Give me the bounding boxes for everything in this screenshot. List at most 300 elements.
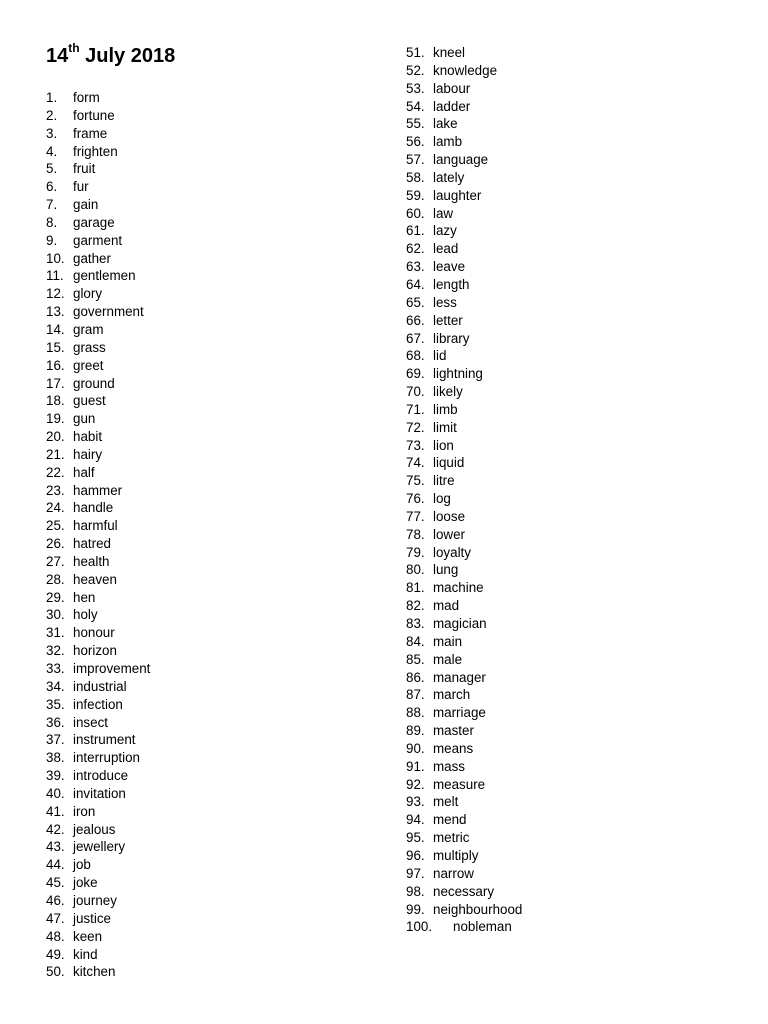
list-item-number: 38. [46,750,65,766]
list-item-word: kneel [433,45,466,60]
list-item-number: 42. [46,821,65,837]
list-item-word: leave [433,259,466,275]
list-item-word: health [73,553,110,569]
list-item [406,597,522,615]
list-item [46,589,150,607]
list-item [406,205,522,223]
list-item-word: holy [73,607,98,623]
list-item-number: 68. [406,348,425,364]
list-item-number: 23. [46,482,65,498]
list-item-word: language [433,152,489,168]
list-item-word: male [433,651,463,667]
list-item-word: lung [433,562,459,578]
list-item-word: library [433,330,470,346]
list-item-number: 88. [406,705,425,721]
list-item [46,767,150,785]
list-item-word: greet [73,357,104,373]
list-item [46,821,150,839]
list-item [46,250,150,268]
list-item [406,240,522,258]
list-item-word: nobleman [453,919,512,935]
word-list-left [46,89,150,981]
list-item-word: magician [433,616,487,631]
list-item-number: 31. [46,625,65,641]
list-item-number: 76. [406,491,425,507]
list-item-word: job [73,857,91,873]
list-item-number: 50. [46,964,65,980]
list-item [406,544,522,562]
list-item-number: 80. [406,562,425,578]
list-item [46,678,150,696]
list-item-number: 97. [406,865,425,881]
list-item-word: iron [73,803,96,819]
list-item-word: hairy [73,446,103,462]
list-item [406,901,522,919]
list-item [46,375,150,393]
list-item-number: 46. [46,892,65,908]
list-item-word: garment [73,232,123,248]
list-item [406,918,522,936]
list-item-word: introduce [73,768,129,784]
list-item [406,811,522,829]
list-item-number: 25. [46,518,65,534]
list-item [406,490,522,508]
list-item [406,758,522,776]
list-item-word: limit [433,419,457,435]
list-item [46,499,150,517]
list-item-word: length [433,276,470,292]
list-item [46,874,150,892]
list-item [406,365,522,383]
list-item-word: kitchen [73,964,116,980]
list-item [46,928,150,946]
list-item [46,321,150,339]
list-item-word: hen [73,589,96,605]
list-item-word: garage [73,214,115,230]
list-item [406,80,522,98]
list-item-word: ground [73,375,115,391]
list-item [46,446,150,464]
list-item [46,517,150,535]
list-item-number: 30. [46,607,65,623]
list-item [46,624,150,642]
list-item [46,303,150,321]
list-item [406,187,522,205]
list-item-number: 12. [46,286,65,302]
list-item-word: likely [433,384,463,400]
list-item [46,482,150,500]
title-ordinal-suffix: th [68,41,80,56]
list-item-word: glory [73,286,103,302]
title-day: 14 [46,45,69,67]
list-item-number: 16. [46,357,65,373]
list-item-number: 52. [406,62,425,78]
list-item-word: machine [433,580,484,596]
list-item-word: gram [73,321,104,337]
list-item-word: manager [433,669,486,685]
list-item-number: 33. [46,661,65,676]
list-item-number: 93. [406,794,425,810]
list-item [46,910,150,928]
list-item-number: 60. [406,205,425,221]
list-item-word: fur [73,179,89,195]
page-title [46,41,176,68]
list-item-number: 19. [46,411,65,427]
list-item-number: 21. [46,446,65,462]
list-item-word: metric [433,830,470,846]
list-item [46,232,150,250]
list-item [406,829,522,847]
list-item [406,151,522,169]
list-item-number: 82. [406,598,425,614]
list-item-word: lately [433,169,465,185]
list-item-word: frame [73,125,108,141]
list-item [46,214,150,232]
list-item-number: 6. [46,179,58,195]
list-item-number: 85. [406,651,425,667]
list-item-word: log [433,491,451,507]
list-item-number: 39. [46,768,65,784]
list-item-number: 44. [46,857,65,873]
list-item [46,107,150,125]
list-item-word: harmful [73,518,118,534]
list-item [46,160,150,178]
list-item-word: form [73,90,100,105]
list-item-number: 45. [46,875,65,891]
list-item-number: 24. [46,500,65,516]
list-item [406,258,522,276]
list-item-word: marriage [433,705,486,721]
list-item [46,892,150,910]
list-item-word: horizon [73,643,117,659]
list-item-word: jewellery [73,839,126,855]
list-item [406,437,522,455]
list-item-number: 43. [46,839,65,855]
list-item [46,856,150,874]
list-item-number: 59. [406,187,425,203]
list-item-word: gain [73,197,99,213]
list-item-number: 9. [46,232,58,248]
list-item-word: mad [433,598,460,614]
list-item-number: 78. [406,526,425,542]
list-item [406,454,522,472]
list-item-number: 49. [46,946,65,962]
list-item-word: means [433,740,474,756]
list-item [406,472,522,490]
list-item-word: law [433,205,454,221]
list-item [406,508,522,526]
list-item-word: fruit [73,161,96,177]
list-item-word: laughter [433,187,482,203]
list-item-word: honour [73,625,115,641]
list-item-word: instrument [73,732,136,748]
list-item-word: neighbourhood [433,901,523,917]
list-item-number: 84. [406,633,425,649]
list-item-word: liquid [433,455,465,471]
list-item-number: 1. [46,90,58,105]
list-item-word: mass [433,758,465,774]
list-item-number: 14. [46,321,65,337]
list-item-word: lake [433,116,458,132]
list-item-number: 81. [406,580,425,596]
list-item-word: lid [433,348,447,364]
list-item-word: less [433,294,457,310]
list-item-number: 35. [46,696,65,712]
list-item [46,285,150,303]
list-item-number: 64. [406,276,425,292]
list-item-word: letter [433,312,463,328]
list-item-number: 72. [406,419,425,435]
list-item-word: limb [433,401,458,417]
word-list-right [406,44,522,936]
list-item [406,740,522,758]
list-item-word: hammer [73,482,123,498]
list-item-word: improvement [73,661,151,676]
list-item-number: 3. [46,125,58,141]
list-item [46,196,150,214]
list-item-word: lightning [433,366,483,382]
list-item-word: justice [73,910,111,926]
list-item [406,776,522,794]
list-item-word: invitation [73,785,126,801]
list-item-word: guest [73,393,106,409]
list-item-number: 98. [406,883,425,899]
list-item [406,686,522,704]
list-item-number: 87. [406,687,425,703]
list-item-number: 75. [406,473,425,489]
list-item-number: 28. [46,571,65,587]
list-item [46,267,150,285]
list-item-word: lamb [433,134,463,150]
title-month-year: July 2018 [79,45,176,67]
list-item [406,98,522,116]
list-item-word: kind [73,946,98,962]
list-item-word: habit [73,429,103,445]
list-item-word: gun [73,411,96,427]
list-item-word: frighten [73,143,118,159]
list-item-number: 11. [46,268,64,284]
list-item-number: 55. [406,116,425,132]
list-item-number: 65. [406,294,425,310]
list-item [406,347,522,365]
list-item-word: jealous [73,821,116,837]
list-item [406,615,522,633]
list-item-word: insect [73,714,108,730]
list-item-word: main [433,633,463,649]
list-item-word: march [433,687,471,703]
list-item-word: journey [73,892,117,908]
list-item-word: handle [73,500,114,516]
list-item-number: 91. [406,758,425,774]
list-item-number: 47. [46,910,65,926]
list-item-number: 26. [46,536,65,552]
list-item [46,89,150,107]
list-item [46,410,150,428]
list-item-number: 56. [406,134,425,150]
list-item [406,169,522,187]
list-item-number: 20. [46,429,65,445]
list-item [46,464,150,482]
list-item-word: keen [73,928,103,944]
list-item-number: 89. [406,723,425,739]
list-item-word: multiply [433,847,479,863]
list-item [46,714,150,732]
list-item [46,660,150,678]
list-item [46,553,150,571]
list-item [406,722,522,740]
list-item [46,535,150,553]
list-item-number: 32. [46,643,65,659]
list-item-number: 41. [46,803,65,819]
list-item-word: ladder [433,98,471,114]
list-item-word: infection [73,696,123,712]
list-item-word: lead [433,241,459,257]
list-item-number: 53. [406,80,425,96]
list-item [46,803,150,821]
list-item [46,428,150,446]
list-item-number: 4. [46,143,58,159]
list-item [46,392,150,410]
list-item-word: industrial [73,678,127,694]
list-item [46,838,150,856]
list-item-number: 54. [406,98,425,114]
list-item-number: 70. [406,384,425,400]
list-item-number: 74. [406,455,425,471]
list-item [406,704,522,722]
list-item-number: 37. [46,732,65,748]
list-item [46,696,150,714]
list-item-number: 5. [46,161,58,177]
list-item-number: 95. [406,830,425,846]
list-item-word: loose [433,508,466,524]
list-item [46,731,150,749]
list-item [406,526,522,544]
list-item-word: melt [433,794,459,810]
list-item-number: 92. [406,776,425,792]
list-item [406,651,522,669]
list-item-number: 15. [46,339,65,355]
list-item-word: government [73,304,144,320]
list-item-number: 69. [406,366,425,382]
list-item-number: 86. [406,669,425,685]
list-item [46,946,150,964]
list-item [46,963,150,981]
list-item [406,44,522,62]
list-item [406,883,522,901]
list-item-word: narrow [433,865,474,881]
list-item [406,222,522,240]
list-item [406,793,522,811]
list-item [406,312,522,330]
list-item-word: gather [73,250,111,266]
list-item-number: 94. [406,812,425,828]
list-item [46,339,150,357]
list-item [46,125,150,143]
list-item-word: heaven [73,571,117,587]
list-item [46,642,150,660]
list-item [406,276,522,294]
list-item-number: 63. [406,259,425,275]
list-item [406,383,522,401]
list-item [46,606,150,624]
list-item-number: 36. [46,714,65,730]
list-item-word: measure [433,776,486,792]
list-item [406,133,522,151]
list-item-number: 22. [46,464,65,480]
list-item [46,749,150,767]
list-item-number: 27. [46,553,65,569]
list-item-number: 40. [46,785,65,801]
list-item-number: 99. [406,901,425,917]
list-item [406,401,522,419]
list-item-word: lion [433,437,454,453]
list-item-word: interruption [73,750,140,766]
list-item [406,419,522,437]
list-item-word: hatred [73,536,111,552]
list-item-number: 8. [46,214,58,230]
list-item-number: 17. [46,375,65,391]
list-item-word: joke [73,875,98,891]
list-item-number: 29. [46,589,65,605]
list-item-word: lower [433,526,465,542]
list-item-word: grass [73,339,106,355]
list-item-word: labour [433,80,471,96]
list-item-number: 61. [406,223,425,239]
list-item-number: 58. [406,169,425,185]
list-item [46,785,150,803]
list-item-number: 2. [46,107,58,123]
list-item [406,633,522,651]
list-item-number: 71. [406,401,425,417]
list-item-word: half [73,464,95,480]
list-item [46,571,150,589]
list-item [406,561,522,579]
list-item [406,669,522,687]
list-item-number: 100. [406,919,433,935]
list-item [406,847,522,865]
list-item [46,178,150,196]
list-item-word: knowledge [433,62,498,78]
list-item-number: 73. [406,437,425,453]
list-item-number: 66. [406,312,425,328]
list-item-number: 96. [406,847,425,863]
list-item-number: 67. [406,330,425,346]
list-item-word: loyalty [433,544,471,560]
list-item-number: 57. [406,152,425,168]
list-item-word: master [433,723,474,739]
list-item-number: 7. [46,197,58,213]
list-item-number: 51. [406,45,425,60]
list-item [406,330,522,348]
list-item-number: 62. [406,241,425,257]
list-item [46,143,150,161]
list-item-number: 90. [406,740,425,756]
list-item [406,294,522,312]
list-item-word: mend [433,812,467,828]
list-item-word: gentlemen [73,268,136,284]
list-item-number: 77. [406,508,425,524]
list-item-word: necessary [433,883,495,899]
list-item [46,357,150,375]
list-item-word: litre [433,473,455,489]
list-item-word: lazy [433,223,457,239]
list-item [406,115,522,133]
list-item [406,579,522,597]
list-item-number: 34. [46,678,65,694]
list-item [406,62,522,80]
list-item-word: fortune [73,107,115,123]
list-item-number: 79. [406,544,425,560]
